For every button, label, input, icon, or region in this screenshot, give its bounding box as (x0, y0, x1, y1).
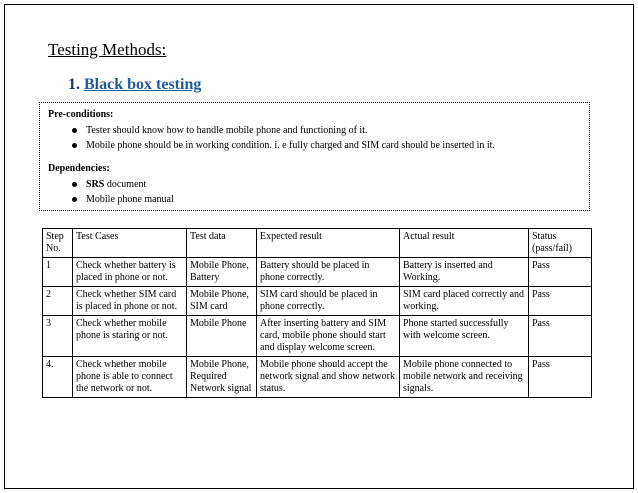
header-status: Status (pass/fail) (529, 229, 592, 258)
table-row (43, 258, 592, 287)
dependency-item (72, 177, 581, 192)
cell-status: Pass (529, 357, 592, 398)
precondition-item: Tester should know how to handle mobile phone and functioning of it. (72, 123, 581, 138)
cell-expected: SIM card should be placed in phone correctly. (257, 287, 400, 316)
cell-step: 3 (43, 316, 73, 357)
cell-test-case: Check whether mobile phone is staring or not. (73, 316, 187, 357)
table-row (43, 287, 592, 316)
cell-test-case: Check whether battery is placed in phone or not. (73, 258, 187, 287)
header-test-data: Test data (187, 229, 257, 258)
preconditions-box (39, 102, 590, 211)
section-title: Black box testing (84, 76, 202, 93)
cell-actual: Battery is inserted and Working. (400, 258, 529, 287)
table-row (43, 357, 592, 398)
cell-status: Pass (529, 287, 592, 316)
dependency-text: document (104, 179, 147, 190)
test-cases-table (42, 228, 592, 398)
cell-actual: Phone started successfully with welcome screen. (400, 316, 529, 357)
cell-status: Pass (529, 258, 592, 287)
table-header-row (43, 229, 592, 258)
precondition-item: Mobile phone should be in working condition. i. e fully charged and SIM card should be inserted in it. (72, 138, 581, 153)
cell-test-data: Mobile Phone (187, 316, 257, 357)
dependencies-title: Dependencies: (48, 163, 110, 174)
dependency-text: Mobile phone manual (86, 194, 174, 205)
cell-test-data: Mobile Phone, Required Network signal (187, 357, 257, 398)
page-heading: Testing Methods: (48, 40, 167, 59)
dependencies-list (48, 177, 581, 207)
cell-test-case: Check whether SIM card is placed in phone or not. (73, 287, 187, 316)
table-row (43, 316, 592, 357)
header-step: Step No. (43, 229, 73, 258)
cell-expected: After inserting battery and SIM card, mobile phone should start and display welcome screen. (257, 316, 400, 357)
cell-step: 4. (43, 357, 73, 398)
preconditions-title: Pre-conditions: (48, 109, 114, 120)
cell-expected: Battery should be placed in phone correctly. (257, 258, 400, 287)
cell-step: 1 (43, 258, 73, 287)
dependency-bold: SRS (86, 179, 105, 190)
dependency-item (72, 192, 581, 207)
cell-test-data: Mobile Phone, SIM card (187, 287, 257, 316)
header-expected: Expected result (257, 229, 400, 258)
cell-expected: Mobile phone should accept the network signal and show network status. (257, 357, 400, 398)
cell-status: Pass (529, 316, 592, 357)
header-test-cases: Test Cases (73, 229, 187, 258)
section-heading (68, 76, 201, 94)
cell-test-data: Mobile Phone, Battery (187, 258, 257, 287)
cell-actual: Mobile phone connected to mobile network and receiving signals. (400, 357, 529, 398)
cell-actual: SIM card placed correctly and working. (400, 287, 529, 316)
header-actual: Actual result (400, 229, 529, 258)
cell-step: 2 (43, 287, 73, 316)
cell-test-case: Check whether mobile phone is able to connect the network or not. (73, 357, 187, 398)
preconditions-list (48, 123, 581, 153)
section-number: 1. (68, 76, 80, 93)
